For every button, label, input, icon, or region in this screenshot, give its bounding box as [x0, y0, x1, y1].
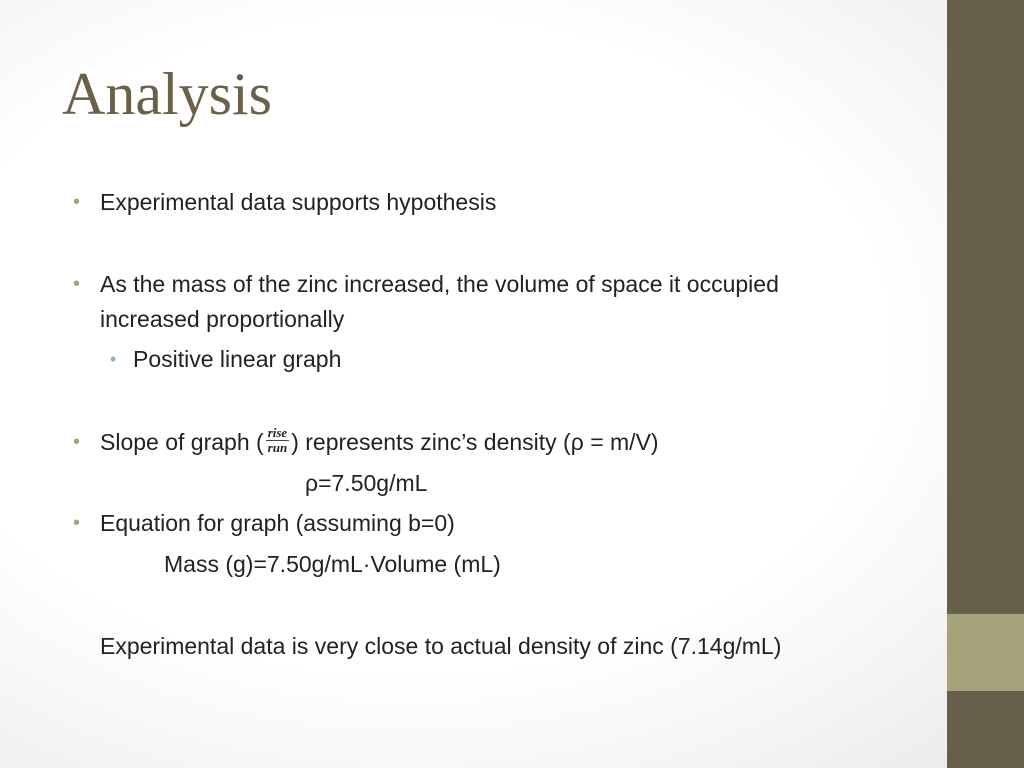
- bullet-equation: Equation for graph (assuming b=0): [100, 510, 455, 536]
- slope-text-before: Slope of graph (: [100, 429, 264, 455]
- bullet-mass-volume-line1: As the mass of the zinc increased, the volume of space it occupied: [100, 271, 779, 297]
- fraction-numerator: rise: [266, 426, 290, 441]
- closing-statement: Experimental data is very close to actual density of zinc (7.14g/mL): [100, 633, 782, 659]
- rise-over-run-fraction: [266, 426, 290, 455]
- slope-text-after: ) represents zinc’s density (ρ = m/V): [291, 429, 659, 455]
- bullet-marker: •: [73, 512, 81, 534]
- bullet-slope: [100, 425, 659, 459]
- equation-text: Mass (g)=7.50g/mL·Volume (mL): [164, 551, 501, 577]
- fraction-denominator: run: [267, 440, 288, 456]
- sub-bullet-marker: •: [110, 349, 117, 369]
- slide-title: Analysis: [62, 61, 272, 127]
- sub-bullet-linear-graph: Positive linear graph: [133, 346, 342, 372]
- density-value: ρ=7.50g/mL: [305, 470, 428, 496]
- sidebar-accent-block: [947, 614, 1024, 691]
- bullet-hypothesis: Experimental data supports hypothesis: [100, 189, 497, 215]
- bullet-marker: •: [73, 273, 81, 295]
- bullet-marker: •: [73, 191, 81, 213]
- bullet-mass-volume-line2: increased proportionally: [100, 306, 345, 332]
- bullet-marker: •: [73, 431, 81, 453]
